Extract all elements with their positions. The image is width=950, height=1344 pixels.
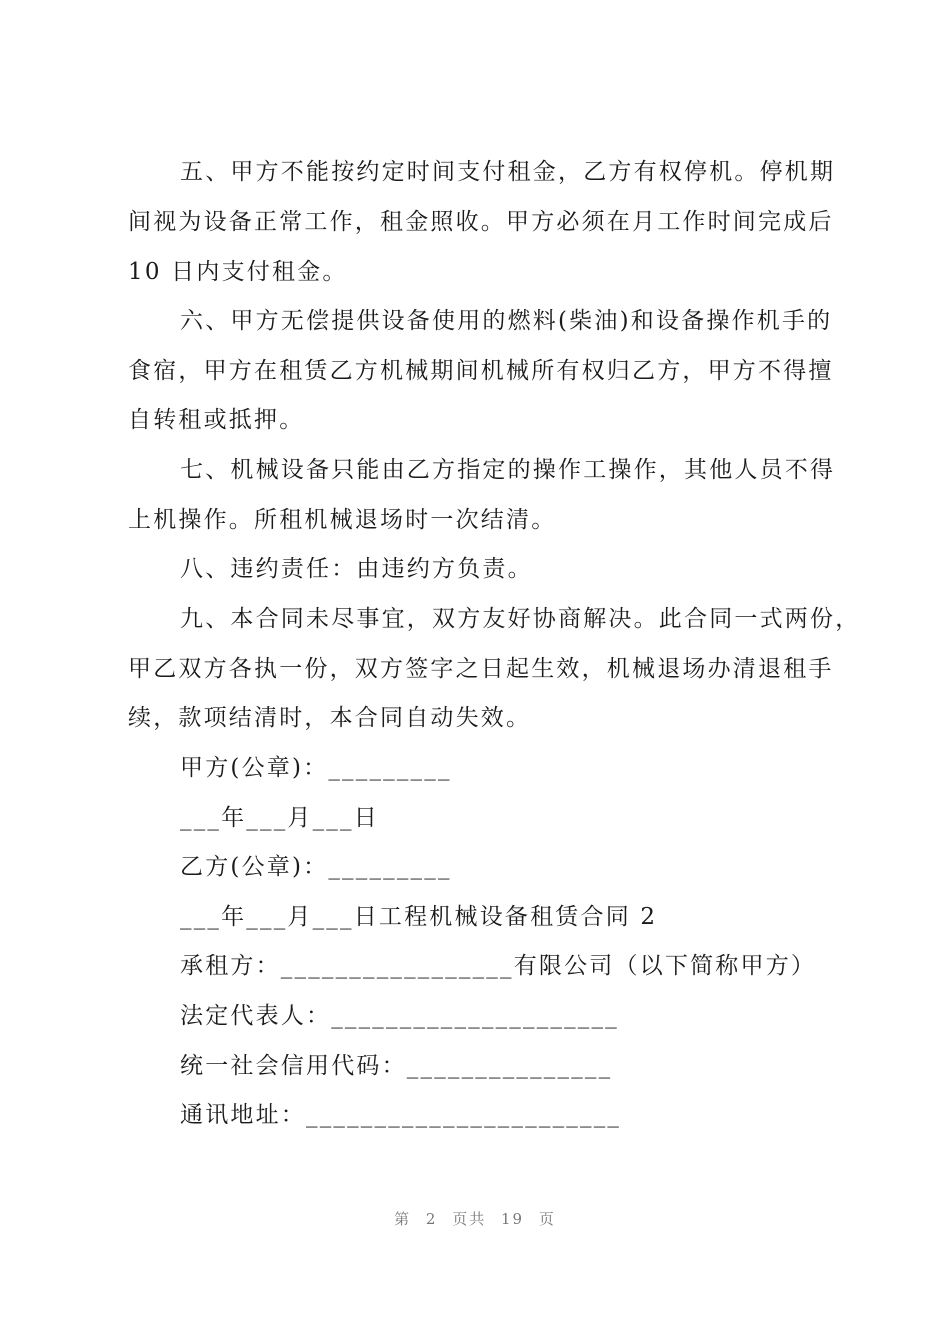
footer-label-pages: 页 (538, 1210, 556, 1228)
text-line: 八、违约责任：由违约方负责。 (180, 556, 533, 582)
credit-code-line: 统一社会信用代码：_______________ (180, 1053, 613, 1079)
signature-party-b: 乙方(公章)：_________ (180, 854, 452, 880)
legal-rep-line: 法定代表人：_____________________ (180, 1003, 619, 1029)
text-line: 五、甲方不能按约定时间支付租金，乙方有权停机。停机期 (180, 159, 836, 185)
date-line-a: ___年___月___日 (180, 805, 379, 831)
text-line: 间视为设备正常工作，租金照收。甲方必须在月工作时间完成后 (128, 209, 834, 235)
date-line-b: ___年___月___日工程机械设备租赁合同 2 (180, 904, 658, 930)
footer-label-of: 页共 (452, 1210, 487, 1228)
footer-label-page: 第 (394, 1210, 412, 1228)
text-line: 九、本合同未尽事宜，双方友好协商解决。此合同一式两份， (180, 606, 861, 632)
text-line: 自转租或抵押。 (128, 407, 305, 433)
page-footer (0, 1208, 950, 1229)
address-line: 通讯地址：_______________________ (180, 1102, 622, 1128)
footer-page-number: 2 (425, 1210, 438, 1228)
lessee-line: 承租方：_________________有限公司（以下简称甲方） (180, 953, 817, 979)
text-line: 七、机械设备只能由乙方指定的操作工操作，其他人员不得 (180, 457, 836, 483)
text-line: 六、甲方无偿提供设备使用的燃料(柴油)和设备操作机手的 (180, 308, 833, 334)
text-line: 上机操作。所租机械退场时一次结清。 (128, 507, 557, 533)
text-line: 续，款项结清时，本合同自动失效。 (128, 705, 532, 731)
text-line: 食宿，甲方在租赁乙方机械期间机械所有权归乙方，甲方不得擅 (128, 358, 834, 384)
text-line: 10 日内支付租金。 (128, 259, 348, 285)
footer-total-pages: 19 (501, 1210, 525, 1228)
text-line: 甲乙双方各执一份，双方签字之日起生效，机械退场办清退租手 (128, 656, 834, 682)
signature-party-a: 甲方(公章)：_________ (180, 755, 452, 781)
